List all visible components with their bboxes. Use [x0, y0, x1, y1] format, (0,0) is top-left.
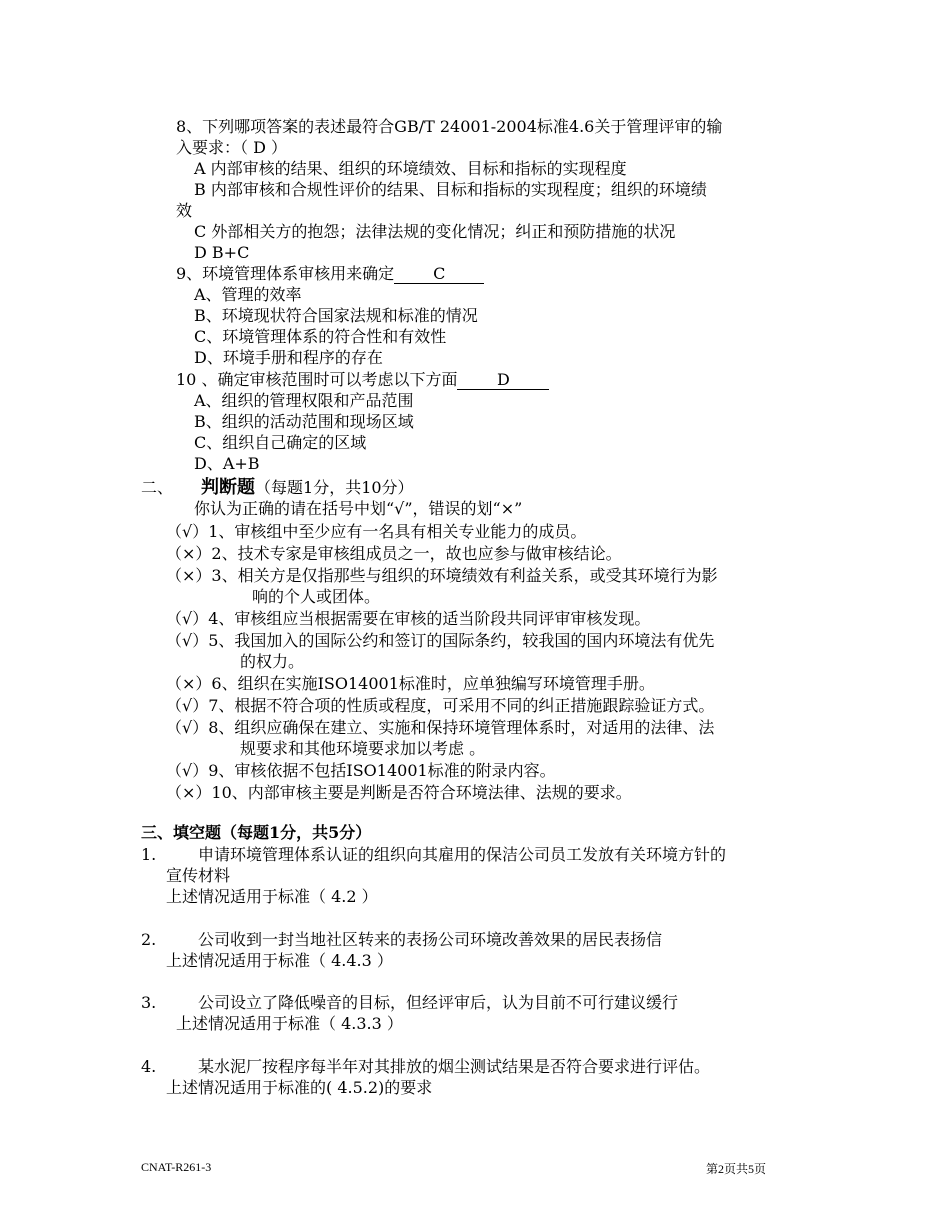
judge-item-6: （×）6、组织在实施ISO14001标准时，应单独编写环境管理手册。 [166, 674, 655, 693]
fill-q2-number: 2. [141, 930, 157, 949]
q10-option-a: A、组织的管理权限和产品范围 [194, 391, 414, 410]
fill-q1-text: 申请环境管理体系认证的组织向其雇用的保洁公司员工发放有关环境方针的 [198, 845, 727, 864]
q9-option-d: D、环境手册和程序的存在 [194, 348, 383, 367]
fill-q3-number: 3. [141, 993, 157, 1012]
footer-doc-code: CNAT-R261-3 [141, 1160, 212, 1174]
fill-q2-text: 公司收到一封当地社区转来的表扬公司环境改善效果的居民表扬信 [198, 930, 663, 949]
judge-item-7: （√）7、根据不符合项的性质或程度，可采用不同的纠正措施跟踪验证方式。 [166, 696, 715, 715]
section2-instruction: 你认为正确的请在括号中划“√”，错误的划“×” [194, 499, 523, 518]
q8-option-c: C 外部相关方的抱怨；法律法规的变化情况；纠正和预防措施的状况 [194, 222, 676, 241]
judge-item-5: （√）5、我国加入的国际公约和签订的国际条约，较我国的国内环境法有优先 [166, 631, 715, 650]
fill-q4-answer: 上述情况适用于标准的( 4.5.2)的要求 [166, 1078, 433, 1097]
section2-title: 判断题 [201, 477, 256, 498]
q9-option-a: A、管理的效率 [194, 285, 302, 304]
judge-item-1: （√）1、审核组中至少应有一名具有相关专业能力的成员。 [166, 522, 587, 541]
judge-item-4: （√）4、审核组应当根据需要在审核的适当阶段共同评审审核发现。 [166, 609, 651, 628]
q10-option-c: C、组织自己确定的区域 [194, 433, 367, 452]
q8-option-d: D B+C [194, 243, 250, 262]
q10-stem-text: 10 、确定审核范围时可以考虑以下方面 [176, 370, 458, 389]
judge-item-9: （√）9、审核依据不包括ISO14001标准的附录内容。 [166, 761, 556, 780]
fill-q4-number: 4. [141, 1057, 157, 1076]
section2-number: 二、 [141, 478, 174, 497]
section2-score: （每题1分，共10分） [255, 478, 414, 497]
judge-item-8-cont: 规要求和其他环境要求加以考虑 。 [240, 739, 486, 758]
q8-option-a: A 内部审核的结果、组织的环境绩效、目标和指标的实现程度 [194, 159, 627, 178]
judge-item-3: （×）3、相关方是仅指那些与组织的环境绩效有利益关系，或受其环境行为影 [166, 566, 718, 585]
q9-answer: C [394, 265, 484, 284]
q9-option-c: C、环境管理体系的符合性和有效性 [194, 327, 447, 346]
judge-item-2: （×）2、技术专家是审核组成员之一，故也应参与做审核结论。 [166, 544, 622, 563]
judge-item-3-cont: 响的个人或团体。 [252, 587, 381, 606]
judge-item-8: （√）8、组织应确保在建立、实施和保持环境管理体系时，对适用的法律、法 [166, 718, 715, 737]
fill-q3-answer: 上述情况适用于标准（ 4.3.3 ） [176, 1014, 403, 1033]
fill-q2-answer: 上述情况适用于标准（ 4.4.3 ） [166, 951, 393, 970]
q8-stem: 8、下列哪项答案的表述最符合GB/T 24001-2004标准4.6关于管理评审的输 [176, 117, 723, 136]
q10-answer: D [457, 371, 549, 390]
q8-option-b-cont: 效 [176, 201, 193, 220]
judge-item-10: （×）10、内部审核主要是判断是否符合环境法律、法规的要求。 [166, 783, 632, 802]
q8-stem-cont: 入要求：（ D ） [176, 138, 288, 157]
section2-heading [141, 477, 414, 498]
q10-option-d: D、A+B [194, 454, 260, 473]
footer-page-number: 第2页共5页 [706, 1162, 767, 1176]
fill-q1-text-cont: 宣传材料 [166, 866, 231, 885]
q10-option-b: B、组织的活动范围和现场区域 [194, 412, 414, 431]
q9-option-b: B、环境现状符合国家法规和标准的情况 [194, 306, 478, 325]
fill-q3-text: 公司设立了降低噪音的目标，但经评审后，认为目前不可行建议缓行 [198, 993, 679, 1012]
q9-stem [176, 263, 484, 284]
q9-stem-text: 9、环境管理体系审核用来确定 [176, 264, 395, 283]
q8-option-b: B 内部审核和合规性评价的结果、目标和指标的实现程度；组织的环境绩 [194, 180, 707, 199]
section3-title: 三、填空题（每题1分，共5分） [141, 823, 372, 842]
fill-q1-answer: 上述情况适用于标准（ 4.2 ） [166, 887, 378, 906]
judge-item-5-cont: 的权力。 [240, 652, 305, 671]
q10-stem [176, 369, 549, 390]
fill-q1-number: 1. [141, 845, 157, 864]
fill-q4-text: 某水泥厂按程序每半年对其排放的烟尘测试结果是否符合要求进行评估。 [198, 1057, 711, 1076]
